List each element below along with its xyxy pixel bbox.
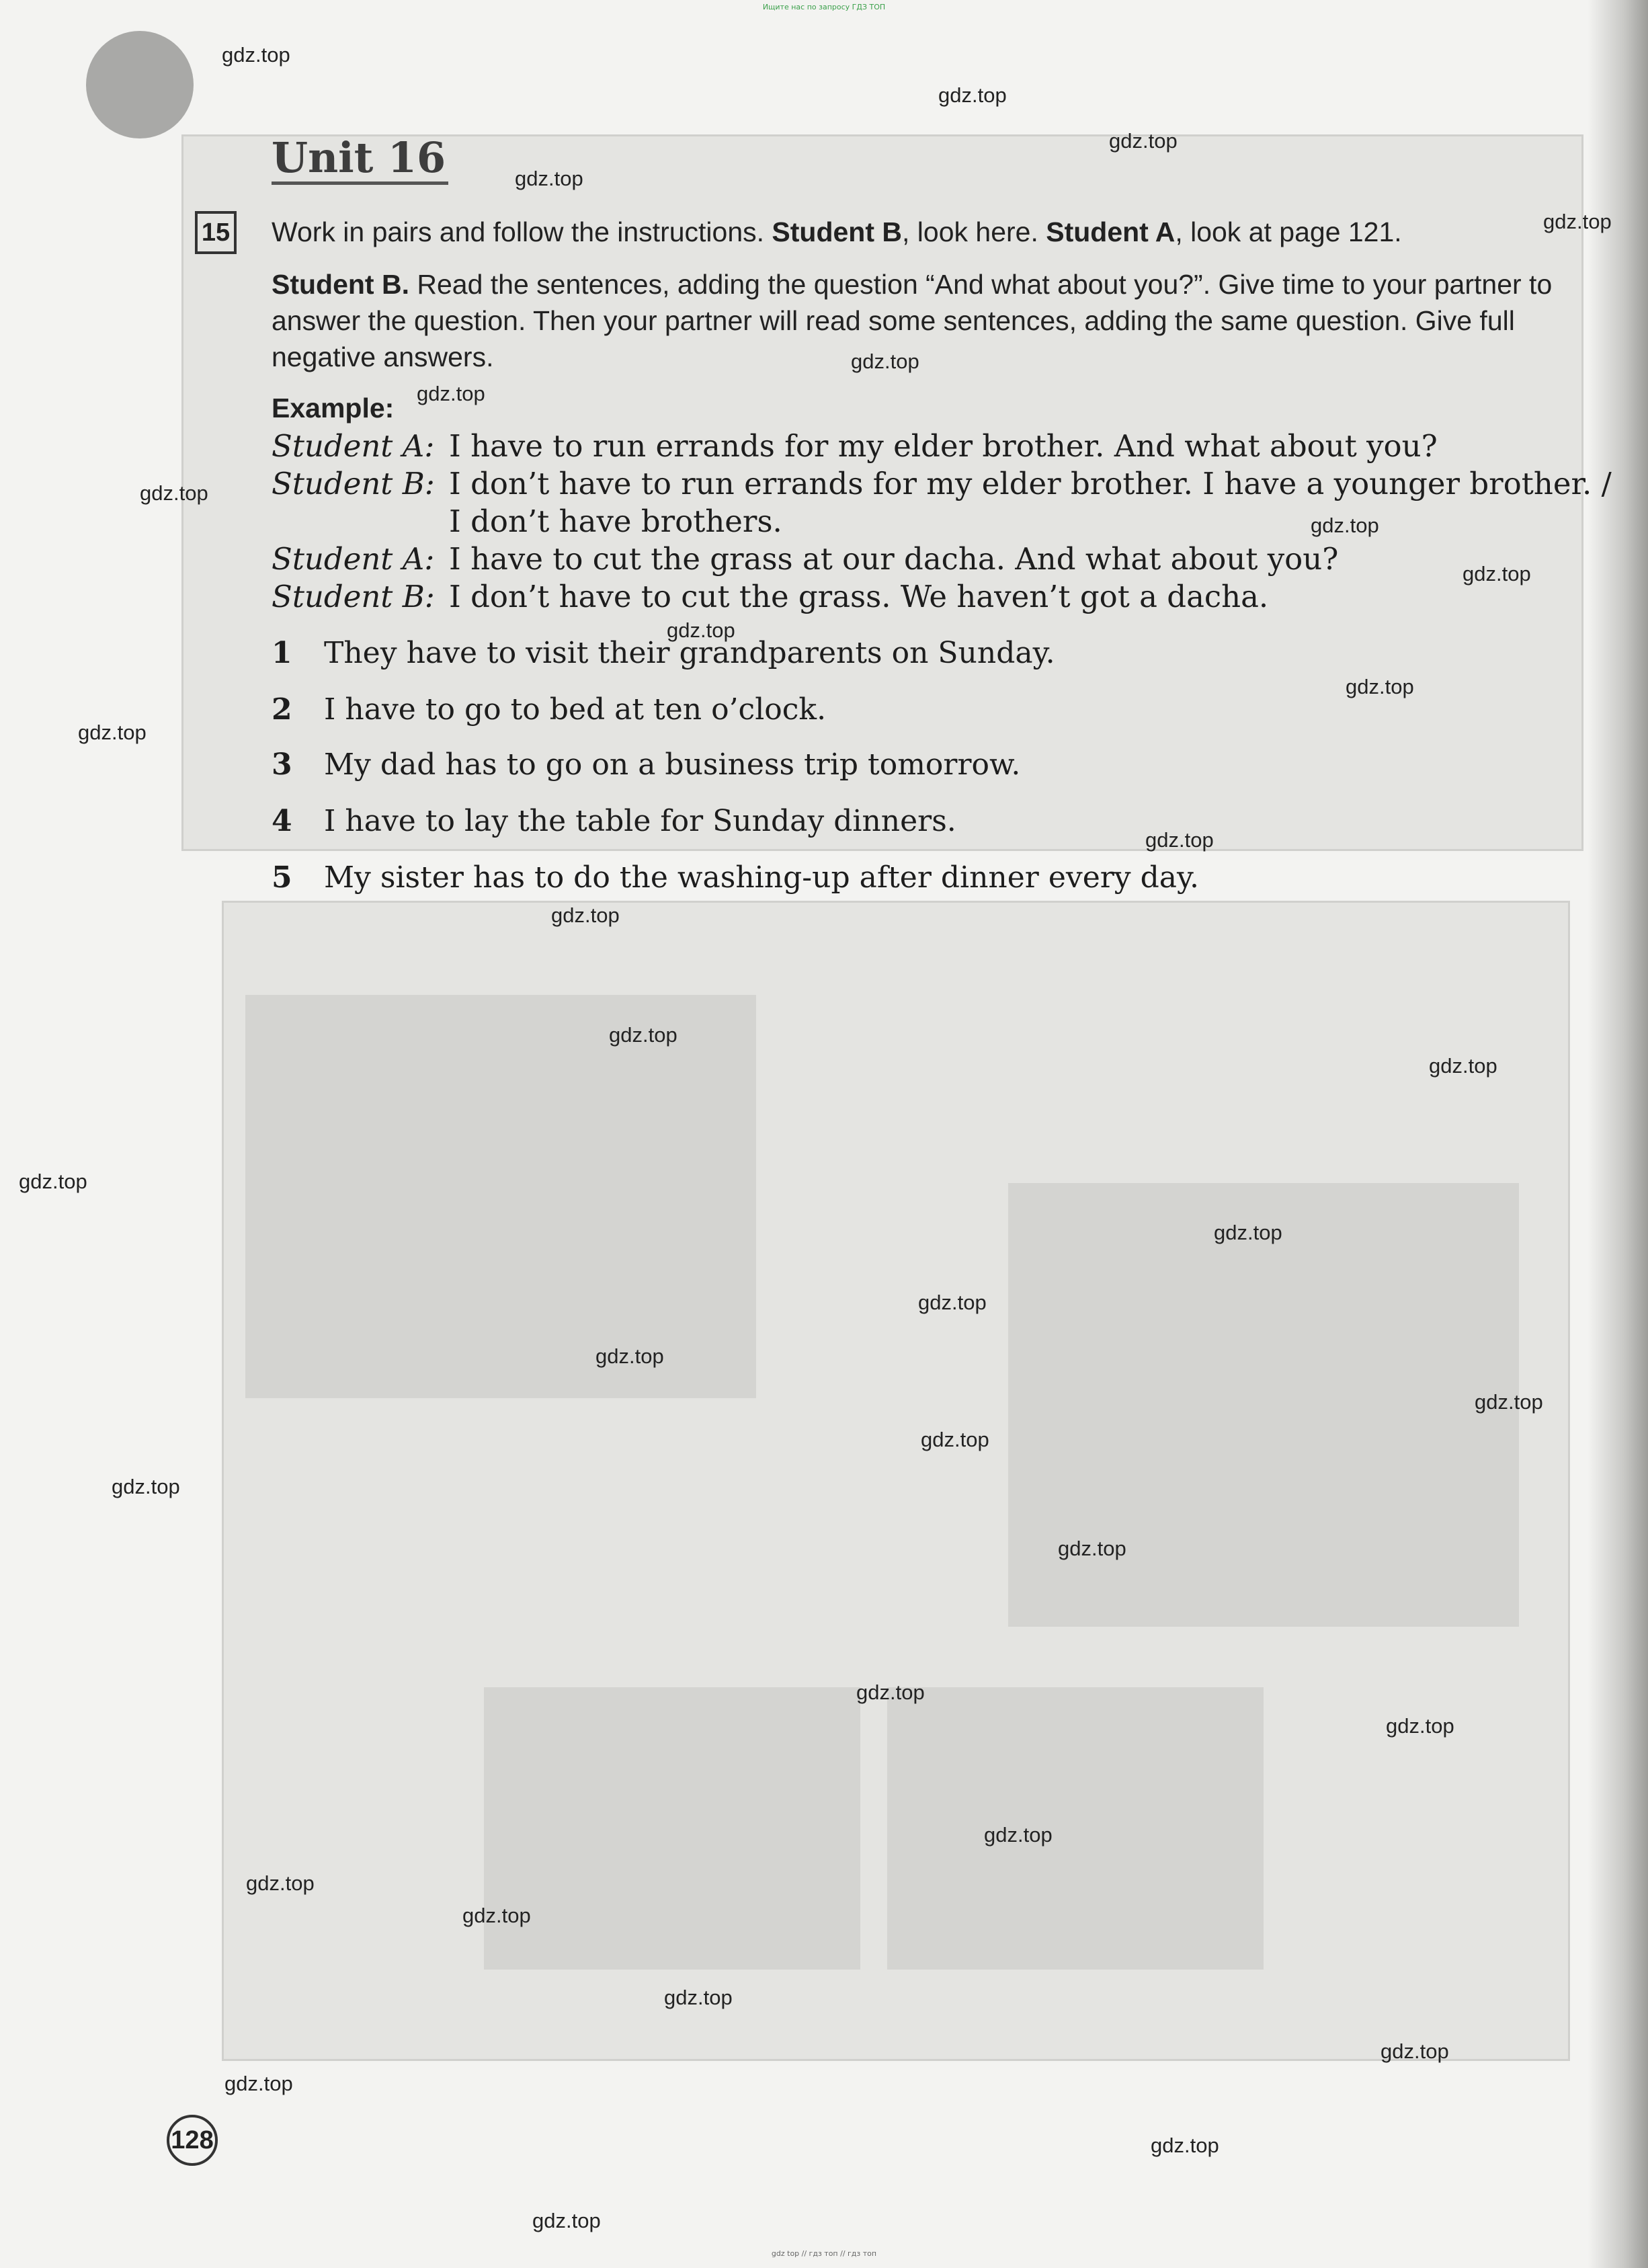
watermark: gdz.top <box>417 382 485 405</box>
watermark: gdz.top <box>140 481 208 505</box>
watermark: gdz.top <box>19 1170 87 1193</box>
watermark: gdz.top <box>112 1475 180 1498</box>
watermark: gdz.top <box>78 721 147 744</box>
watermark: gdz.top <box>1386 1714 1454 1738</box>
watermark: gdz.top <box>1311 514 1379 537</box>
watermark: gdz.top <box>1058 1537 1126 1560</box>
watermark: gdz.top <box>1109 129 1178 153</box>
top-banner[interactable]: Ищите нас по запросу ГДЗ ТОП <box>762 3 886 11</box>
example-line: Student B: I don’t have to run errands for my elder brother. I have a younger brother. / I don’t have brothers. <box>272 466 1612 539</box>
watermark: gdz.top <box>595 1344 664 1368</box>
exercise-instruction: Work in pairs and follow the instructions. Student B, look here. Student A, look at page 121. <box>272 216 1402 247</box>
exercise-number: 15 <box>195 211 237 254</box>
watermark: gdz.top <box>664 1986 733 2009</box>
example-line: Student A: I have to cut the grass at our dacha. And what about you? <box>272 541 1339 577</box>
exercise-item: 1 They have to visit their grandparents on Sunday. <box>272 636 1055 670</box>
exercise-item: 3 My dad has to go on a business trip tomorrow. <box>272 747 1021 782</box>
watermark: gdz.top <box>246 1871 315 1895</box>
watermark: gdz.top <box>609 1023 677 1047</box>
student-b-instructions: Student B. Read the sentences, adding the question “And what about you?”. Give time to your partner to answer the question. Then your partner will read some sentences, adding the same question. Give full negative answers. <box>272 269 1553 372</box>
watermark: gdz.top <box>515 167 583 190</box>
bleed-through-photo <box>887 1687 1264 1970</box>
watermark: gdz.top <box>918 1291 987 1314</box>
watermark: gdz.top <box>1475 1390 1543 1414</box>
watermark: gdz.top <box>984 1823 1053 1847</box>
page-number: 128 <box>167 2115 218 2166</box>
exercise-item: 5 My sister has to do the washing-up after dinner every day. <box>272 860 1200 895</box>
watermark: gdz.top <box>856 1680 925 1704</box>
exercise-item: 2 I have to go to bed at ten o’clock. <box>272 692 827 727</box>
watermark: gdz.top <box>1462 562 1531 585</box>
watermark: gdz.top <box>667 618 735 642</box>
example-line: Student B: I don’t have to cut the grass. We haven’t got a dacha. <box>272 579 1269 614</box>
watermark: gdz.top <box>1145 828 1214 852</box>
exercise-item: 4 I have to lay the table for Sunday dinners. <box>272 804 956 838</box>
bleed-through-photo <box>245 995 756 1398</box>
watermark: gdz.top <box>1346 675 1414 698</box>
watermark: gdz.top <box>1381 2039 1449 2063</box>
example-line: Student A: I have to run errands for my elder brother. And what about you? <box>272 428 1438 464</box>
watermark: gdz.top <box>921 1428 989 1451</box>
example-label: Example: <box>272 393 395 423</box>
watermark: gdz.top <box>462 1904 531 1927</box>
watermark: gdz.top <box>1151 2134 1219 2157</box>
watermark: gdz.top <box>851 350 919 373</box>
watermark: gdz.top <box>1429 1054 1497 1078</box>
watermark: gdz.top <box>224 2072 293 2095</box>
watermark: gdz.top <box>551 903 620 927</box>
binder-hole <box>86 31 194 138</box>
watermark: gdz.top <box>222 43 290 67</box>
page-spine-shadow <box>1588 0 1648 2268</box>
bleed-through-photo <box>484 1687 860 1970</box>
unit-title: Unit 16 <box>272 134 448 185</box>
watermark: gdz.top <box>938 83 1007 107</box>
watermark: gdz.top <box>1543 210 1612 233</box>
bottom-banner[interactable]: gdz top // гдз топ // гдз топ <box>771 2249 877 2258</box>
watermark: gdz.top <box>1214 1221 1282 1244</box>
watermark: gdz.top <box>532 2209 601 2232</box>
